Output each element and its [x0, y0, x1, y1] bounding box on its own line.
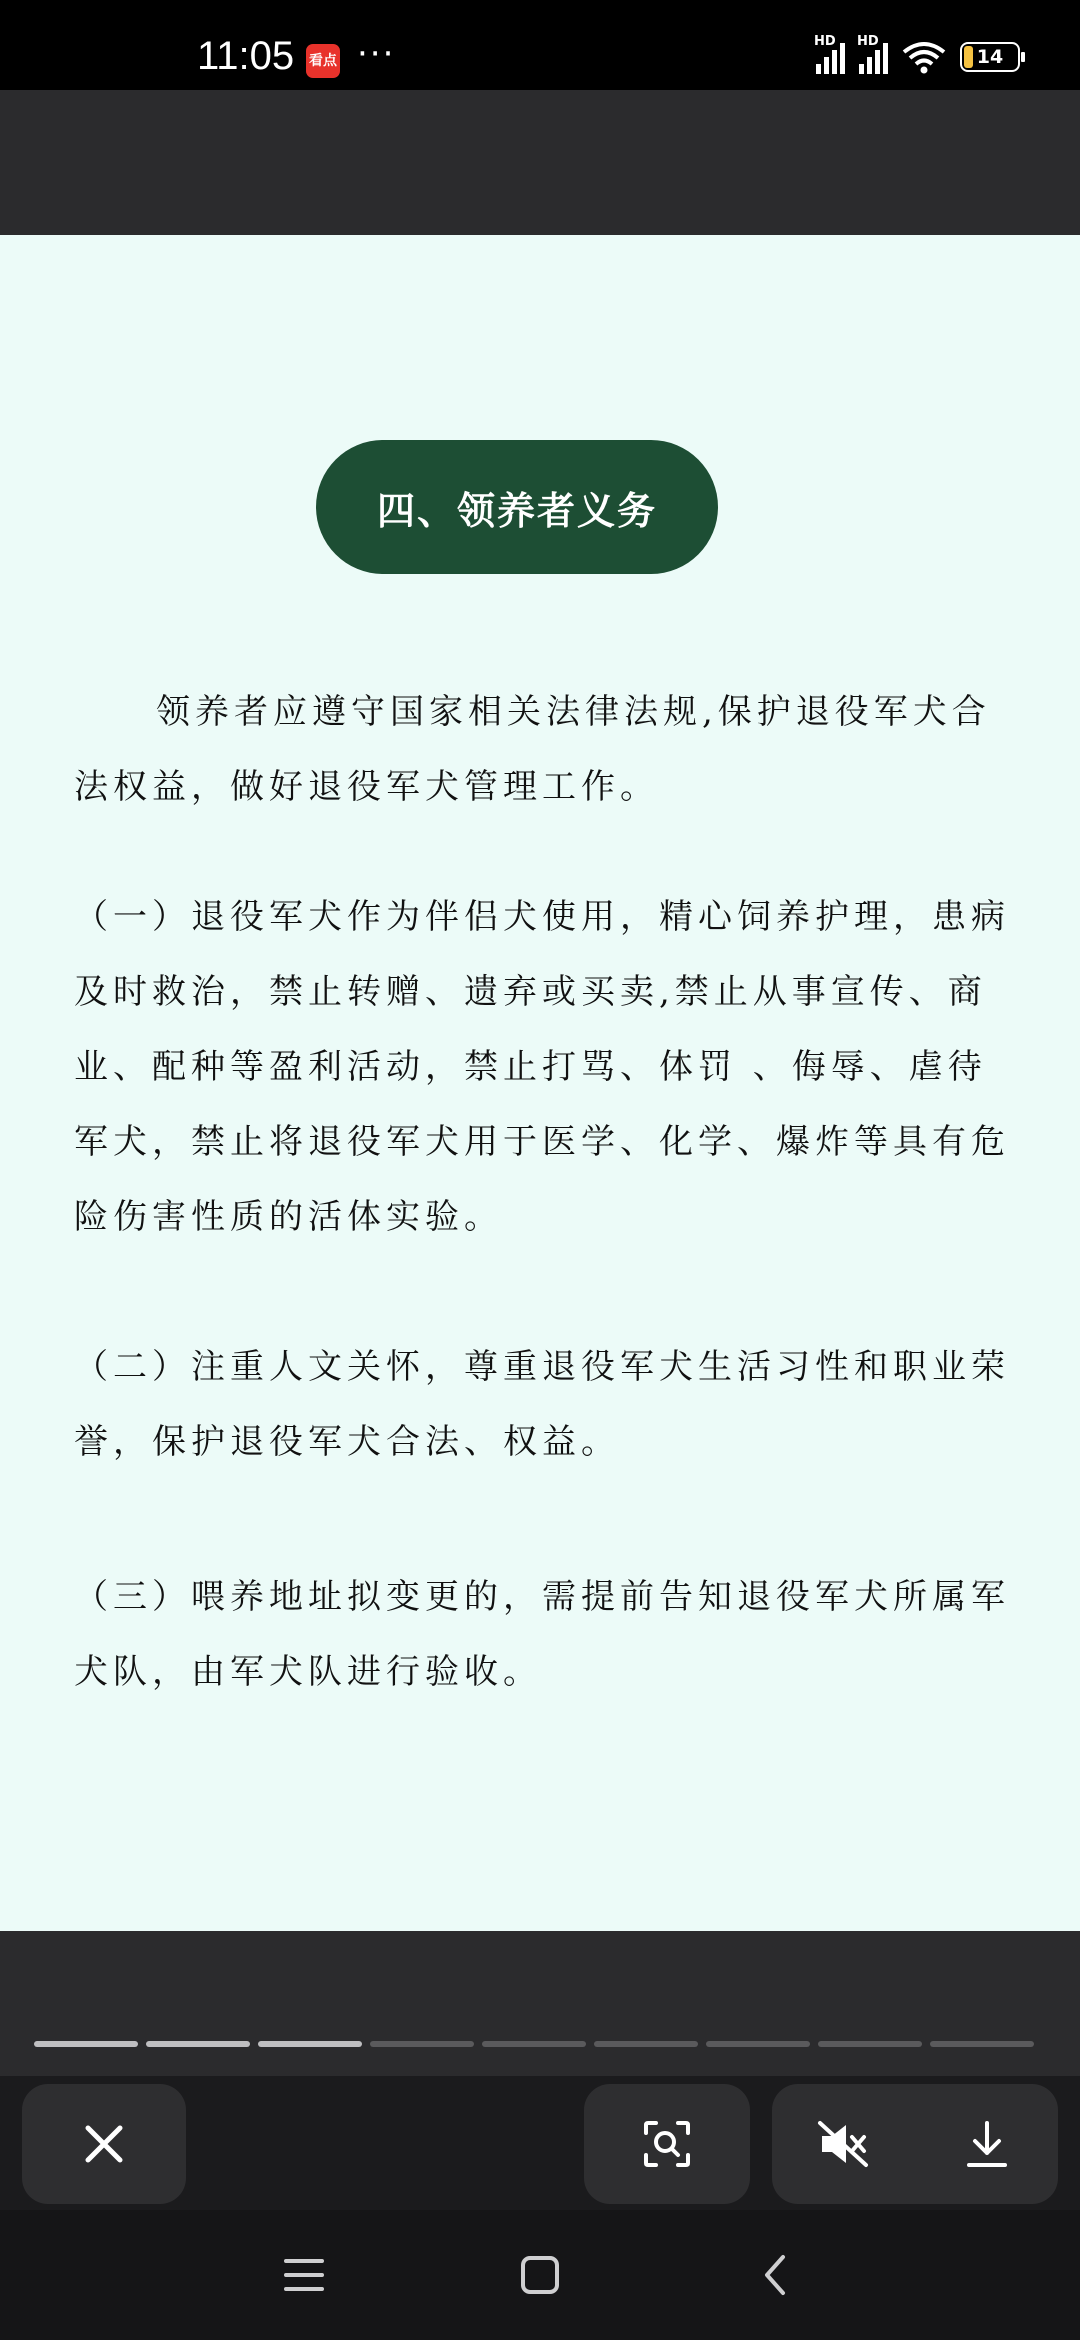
clock: 11:05	[197, 34, 295, 78]
document-image[interactable]	[0, 235, 1080, 1931]
progress-segment	[594, 2041, 698, 2047]
progress-segment	[818, 2041, 922, 2047]
download-button[interactable]	[915, 2084, 1058, 2204]
home-button[interactable]	[505, 2240, 575, 2310]
obligation-paragraph-1: （一）退役军犬作为伴侣犬使用，精心饲养护理，患病及时救治，禁止转赠、遗弃或买卖,禁止从事宣传、商业、配种等盈利活动，禁止打骂、体罚 、侮辱、虐待军犬，禁止将退役军犬用于医学、化学、爆炸等具有危险伤害性质的活体实验。	[74, 897, 1010, 1237]
image-progress-indicator	[34, 2041, 1034, 2047]
download-icon	[965, 2119, 1009, 2169]
menu-icon	[282, 2255, 326, 2295]
intro-paragraph: 领养者应遵守国家相关法律法规,保护退役军犬合法权益，做好退役军犬管理工作。	[74, 692, 991, 807]
progress-segment	[34, 2041, 138, 2047]
obligation-paragraph-3: （三）喂养地址拟变更的，需提前告知退役军犬所属军犬队，由军犬队进行验收。	[74, 1577, 1010, 1692]
mute-icon	[816, 2119, 872, 2169]
hd-label: HD	[857, 34, 879, 49]
obligation-paragraph-2: （二）注重人文关怀，尊重退役军犬生活习性和职业荣誉，保护退役军犬合法、权益。	[74, 1347, 1010, 1462]
signal-icon	[814, 34, 845, 74]
close-icon	[82, 2122, 126, 2166]
wifi-icon	[902, 40, 946, 74]
progress-segment	[146, 2041, 250, 2047]
hd-label: HD	[814, 34, 836, 49]
progress-segment	[482, 2041, 586, 2047]
image-search-icon	[642, 2119, 692, 2169]
back-button[interactable]	[740, 2240, 810, 2310]
image-search-button[interactable]	[584, 2084, 750, 2204]
section-title: 四、领养者义务	[376, 488, 657, 533]
battery-level: 14	[976, 46, 1004, 68]
more-notifications-icon: ···	[357, 34, 396, 74]
progress-segment	[706, 2041, 810, 2047]
progress-segment	[370, 2041, 474, 2047]
viewer-top-area	[0, 90, 1080, 235]
status-bar	[0, 0, 1080, 90]
viewer-bottom-area	[0, 1931, 1080, 2076]
battery-icon	[960, 42, 1020, 72]
media-actions-group	[772, 2084, 1058, 2204]
news-app-icon: 看点	[306, 44, 340, 78]
home-icon	[518, 2253, 562, 2297]
section-title-badge	[316, 440, 718, 574]
recent-apps-button[interactable]	[269, 2240, 339, 2310]
signal-icon	[857, 34, 888, 74]
back-icon	[755, 2251, 795, 2299]
progress-segment	[930, 2041, 1034, 2047]
status-icons	[814, 34, 1020, 74]
progress-segment	[258, 2041, 362, 2047]
mute-button[interactable]	[772, 2084, 915, 2204]
close-button[interactable]	[22, 2084, 186, 2204]
